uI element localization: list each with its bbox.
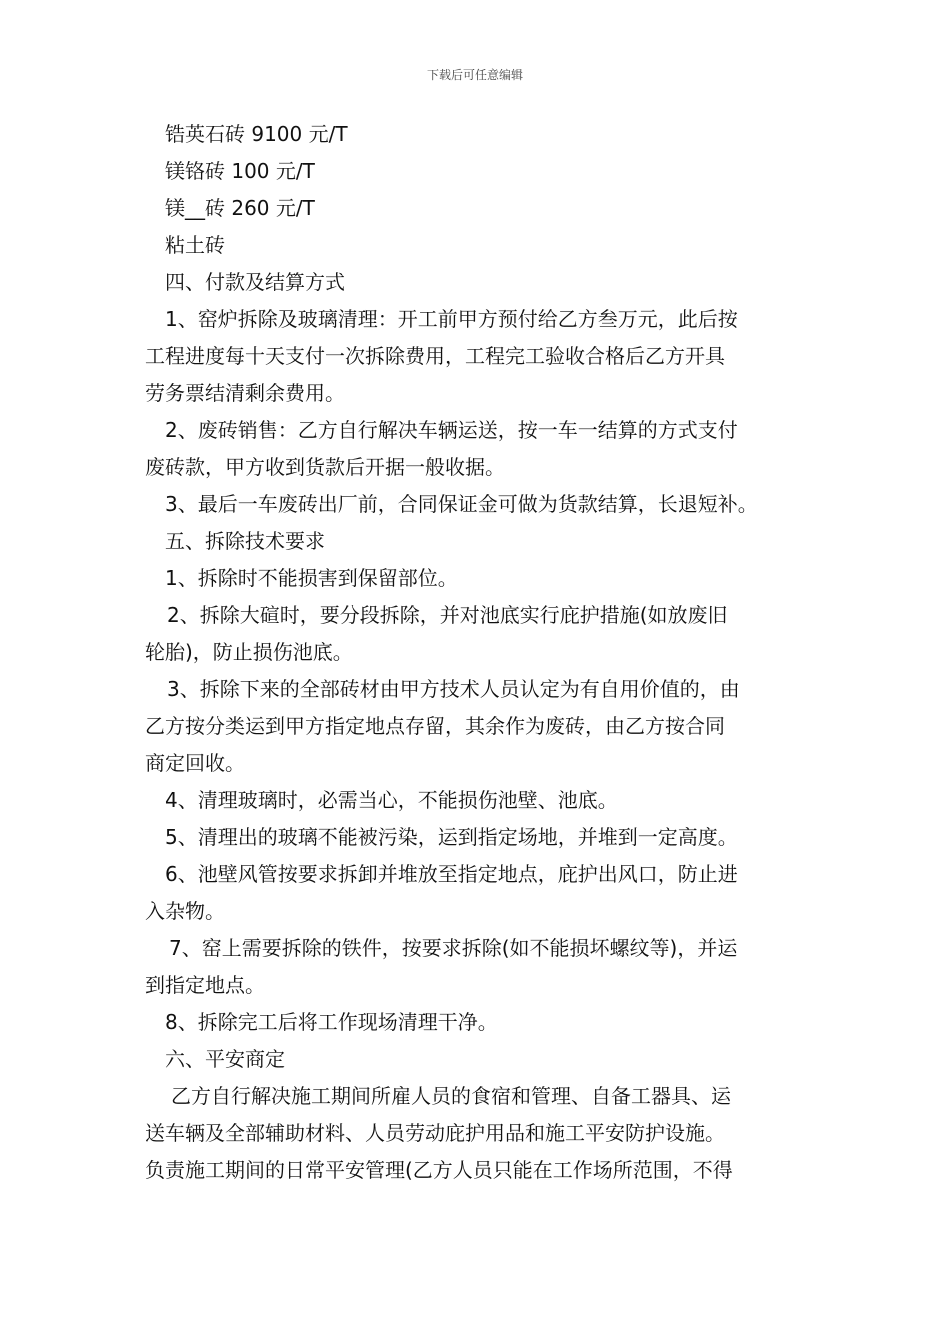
text-line: 粘土砖 (165, 233, 225, 257)
text-line: 废砖款，甲方收到货款后开据一般收据。 (145, 455, 505, 479)
text-line: 六、平安商定 (165, 1047, 285, 1071)
text-line: 镁铬砖 100 元/T (165, 159, 315, 183)
text-line: 3、最后一车废砖出厂前，合同保证金可做为货款结算，长退短补。 (165, 492, 758, 516)
text-line: 1、窑炉拆除及玻璃清理：开工前甲方预付给乙方叁万元，此后按 (165, 307, 738, 331)
text-line: 负责施工期间的日常平安管理(乙方人员只能在工作场所范围，不得 (145, 1158, 733, 1182)
text-line: 1、拆除时不能损害到保留部位。 (165, 566, 458, 590)
text-line: 劳务票结清剩余费用。 (145, 381, 345, 405)
document-body (145, 116, 815, 1189)
text-line: 到指定地点。 (145, 973, 265, 997)
text-line: 7、窑上需要拆除的铁件，按要求拆除(如不能损坏螺纹等)，并运 (169, 936, 738, 960)
text-line: 8、拆除完工后将工作现场清理干净。 (165, 1010, 498, 1034)
text-line: 锆英石砖 9100 元/T (165, 122, 348, 146)
text-line: 入杂物。 (145, 899, 225, 923)
text-line: 2、拆除大碹时，要分段拆除，并对池底实行庇护措施(如放废旧 (167, 603, 728, 627)
text-line: 5、清理出的玻璃不能被污染，运到指定场地，并堆到一定高度。 (165, 825, 738, 849)
text-line: 3、拆除下来的全部砖材由甲方技术人员认定为有自用价值的，由 (167, 677, 740, 701)
text-line: 6、池壁风管按要求拆卸并堆放至指定地点，庇护出风口，防止进 (165, 862, 738, 886)
text-line: 工程进度每十天支付一次拆除费用，工程完工验收合格后乙方开具 (145, 344, 725, 368)
text-line: 送车辆及全部辅助材料、人员劳动庇护用品和施工平安防护设施。 (145, 1121, 725, 1145)
text-line: 镁__砖 260 元/T (165, 196, 315, 220)
text-line: 乙方自行解决施工期间所雇人员的食宿和管理、自备工器具、运 (171, 1084, 731, 1108)
text-line: 四、付款及结算方式 (165, 270, 345, 294)
text-line: 4、清理玻璃时，必需当心，不能损伤池壁、池底。 (165, 788, 618, 812)
text-line: 2、废砖销售：乙方自行解决车辆运送，按一车一结算的方式支付 (165, 418, 738, 442)
text-line: 乙方按分类运到甲方指定地点存留，其余作为废砖，由乙方按合同 (145, 714, 725, 738)
text-line: 轮胎)，防止损伤池底。 (145, 640, 353, 664)
text-line: 五、拆除技术要求 (165, 529, 325, 553)
text-line: 商定回收。 (145, 751, 245, 775)
page-header: 下载后可任意编辑 (426, 68, 523, 82)
